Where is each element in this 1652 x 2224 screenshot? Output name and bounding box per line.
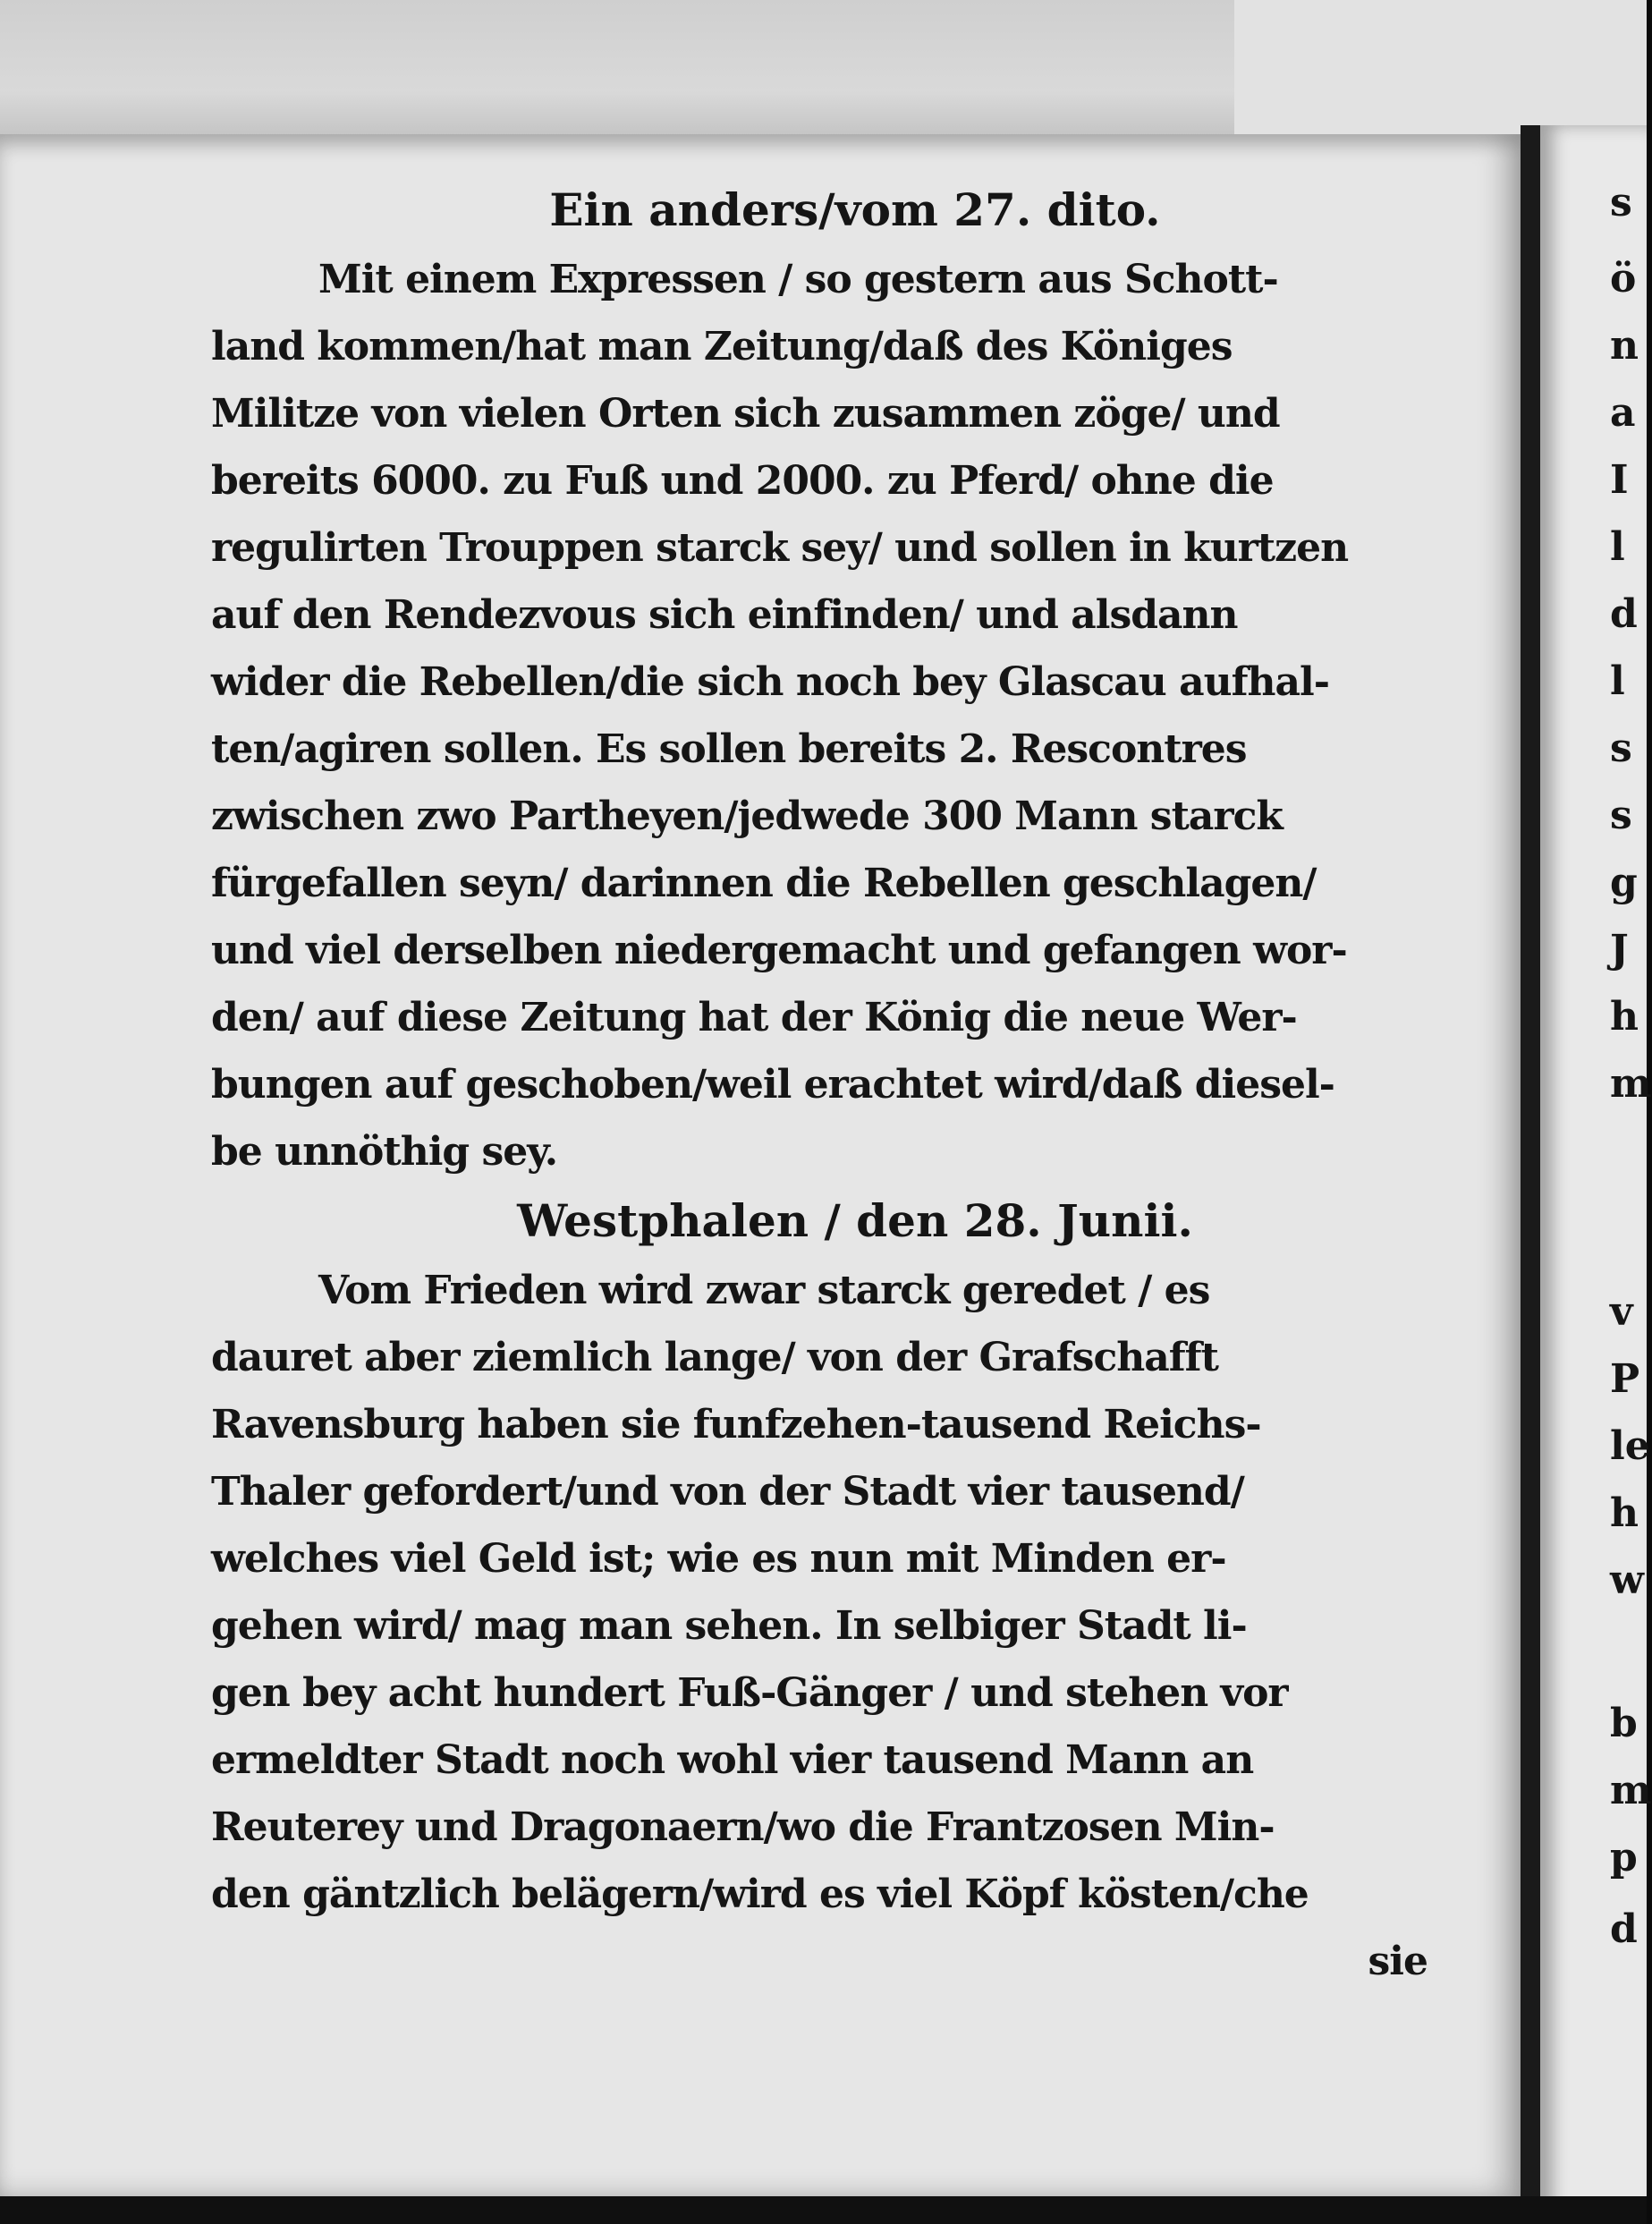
text-line: land kommen/hat man Zeitung/daß des Königes	[211, 324, 1233, 369]
right-page-fragment: d	[1610, 591, 1638, 637]
right-page-fragment: s	[1610, 726, 1632, 771]
text-line: bungen auf geschoben/weil erachtet wird/daß diesel-	[211, 1062, 1334, 1108]
scan-background-top-right	[1234, 0, 1647, 134]
text-line: ermeldter Stadt noch wohl vier tausend Mann an	[211, 1737, 1254, 1783]
right-page-fragment: b	[1610, 1701, 1638, 1746]
right-page-fragment: p	[1610, 1835, 1638, 1880]
left-page-text	[211, 174, 1445, 1995]
heading-ein-anders: Ein anders/vom 27. dito.	[549, 183, 1161, 236]
right-page-fragment: h	[1610, 994, 1639, 1040]
text-line: dauret aber ziemlich lange/ von der Grafschafft	[211, 1335, 1218, 1380]
text-line: den gäntzlich belägern/wird es viel Köpf kösten/che	[211, 1872, 1309, 1917]
text-line: Thaler gefordert/und von der Stadt vier tausend/	[211, 1469, 1244, 1515]
text-line: be unnöthig sey.	[211, 1129, 558, 1175]
right-page-fragment: a	[1610, 390, 1636, 436]
text-line: Vom Frieden wird zwar starck geredet / es	[318, 1268, 1210, 1313]
right-page-fragment: J	[1610, 927, 1629, 972]
right-page-fragment: l	[1610, 524, 1625, 570]
right-page-fragment: n	[1610, 323, 1639, 369]
text-line: ten/agiren sollen. Es sollen bereits 2. Rescontres	[211, 726, 1247, 772]
catchword: sie	[1368, 1939, 1427, 1984]
text-line: zwischen zwo Partheyen/jedwede 300 Mann starck	[211, 794, 1283, 839]
right-page-fragment: l	[1610, 658, 1625, 704]
text-line: wider die Rebellen/die sich noch bey Glascau aufhal-	[211, 659, 1329, 705]
right-page-fragment: ö	[1610, 256, 1637, 301]
text-line: auf den Rendezvous sich einfinden/ und alsdann	[211, 592, 1238, 638]
text-line: Militze von vielen Orten sich zusammen zöge/ und	[211, 391, 1280, 437]
right-page-fragment: s	[1610, 180, 1632, 225]
text-line: Reuterey und Dragonaern/wo die Frantzosen Min-	[211, 1804, 1275, 1850]
right-page-fragment: m	[1610, 1061, 1652, 1107]
text-line: Ravensburg haben sie funfzehen-tausend Reichs-	[211, 1402, 1261, 1447]
scan-bottom-edge	[0, 2196, 1647, 2224]
text-line: bereits 6000. zu Fuß und 2000. zu Pferd/ ohne die	[211, 458, 1274, 504]
text-line: und viel derselben niedergemacht und gefangen wor-	[211, 928, 1347, 973]
right-page-fragment: v	[1610, 1289, 1633, 1335]
right-page-fragment: w	[1610, 1558, 1644, 1603]
right-page-fragment: s	[1610, 793, 1632, 838]
text-line: welches viel Geld ist; wie es nun mit Minden er-	[211, 1536, 1226, 1582]
text-line: gen bey acht hundert Fuß-Gänger / und stehen vor	[211, 1670, 1288, 1716]
right-page-fragment: m	[1610, 1768, 1652, 1813]
right-page-fragment: I	[1610, 457, 1629, 503]
text-line: gehen wird/ mag man sehen. In selbiger Stadt li-	[211, 1603, 1247, 1649]
right-page-fragment: h	[1610, 1490, 1639, 1536]
right-page-fragment: d	[1610, 1906, 1638, 1952]
right-page-fragment: g	[1610, 860, 1638, 905]
text-line: regulirten Trouppen starck sey/ und sollen in kurtzen	[211, 525, 1349, 571]
right-page-fragment: P	[1610, 1356, 1640, 1402]
text-line: fürgefallen seyn/ darinnen die Rebellen geschlagen/	[211, 861, 1317, 906]
right-page-fragment: le	[1610, 1423, 1650, 1469]
text-line: Mit einem Expressen / so gestern aus Schott-	[318, 257, 1278, 302]
text-line: den/ auf diese Zeitung hat der König die neue Wer-	[211, 995, 1297, 1040]
heading-westphalen: Westphalen / den 28. Junii.	[517, 1194, 1193, 1247]
